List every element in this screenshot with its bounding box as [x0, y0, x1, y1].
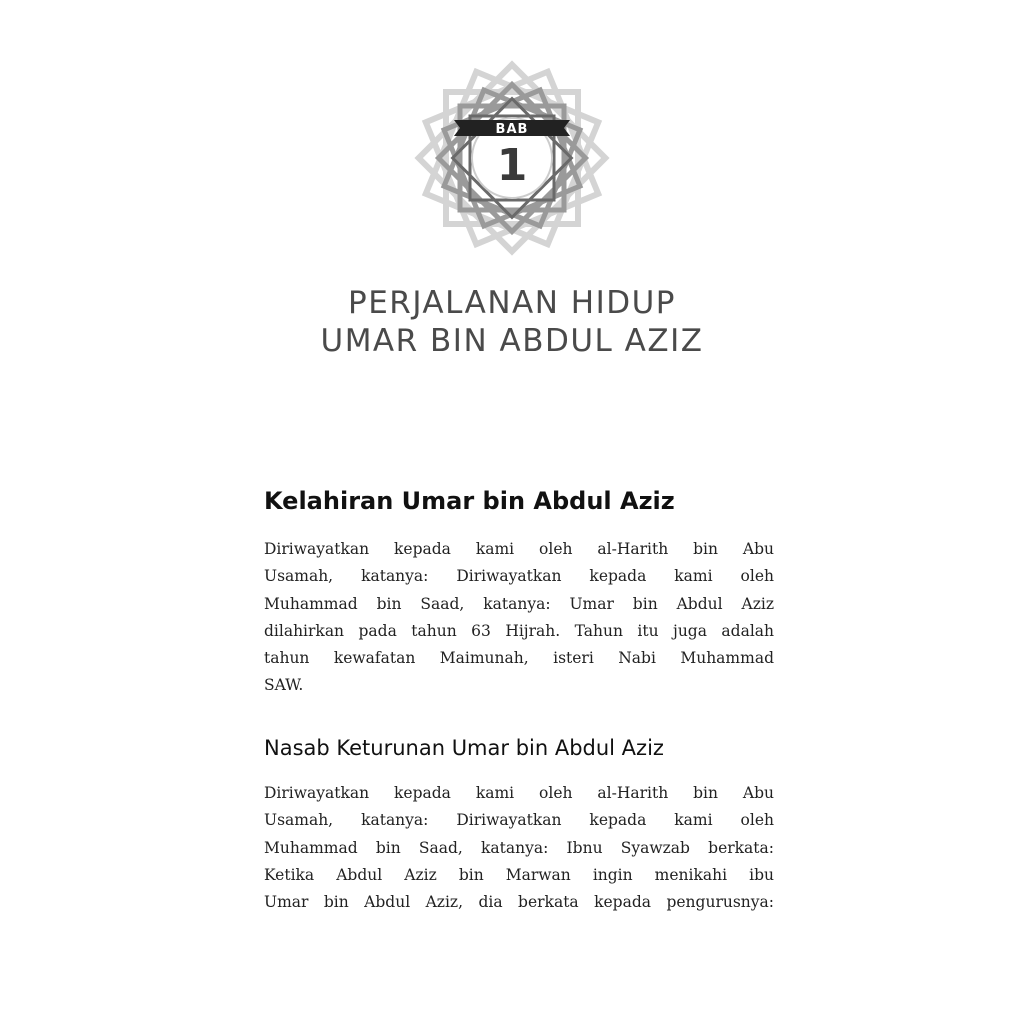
- section-paragraph: [264, 536, 774, 700]
- section-paragraph: [264, 780, 774, 916]
- chapter-number: 1: [496, 140, 528, 191]
- paragraph-line: Umar bin Abdul Aziz, dia berkata kepada pengurusnya:: [264, 893, 774, 912]
- paragraph-line: Ketika Abdul Aziz bin Marwan ingin menikahi ibu: [264, 865, 774, 884]
- paragraph-line: tahun kewafatan Maimunah, isteri Nabi Muhammad: [264, 649, 774, 668]
- paragraph-line: dilahirkan pada tahun 63 Hijrah. Tahun itu juga adalah: [264, 621, 774, 640]
- section-heading: Kelahiran Umar bin Abdul Aziz: [264, 487, 675, 515]
- section-kelahiran: [264, 486, 774, 700]
- paragraph-line: Muhammad bin Saad, katanya: Ibnu Syawzab berkata:: [264, 838, 774, 857]
- chapter-label: BAB: [495, 122, 529, 137]
- paragraph-line: Usamah, katanya: Diriwayatkan kepada kami oleh: [264, 567, 774, 586]
- chapter-title-line: PERJALANAN HIDUP: [348, 285, 676, 321]
- paragraph-line: Usamah, katanya: Diriwayatkan kepada kami oleh: [264, 811, 774, 830]
- paragraph-line: Diriwayatkan kepada kami oleh al-Harith bin Abu: [264, 540, 774, 558]
- chapter-title: [200, 284, 824, 360]
- section-heading: Nasab Keturunan Umar bin Abdul Aziz: [264, 736, 664, 760]
- paragraph-line: SAW.: [264, 676, 304, 695]
- section-nasab: [264, 734, 774, 916]
- chapter-title-line: UMAR BIN ABDUL AZIZ: [320, 323, 704, 359]
- paragraph-line: Diriwayatkan kepada kami oleh al-Harith bin Abu: [264, 784, 774, 802]
- paragraph-line: Muhammad bin Saad, katanya: Umar bin Abdul Aziz: [264, 594, 774, 613]
- chapter-emblem: [414, 60, 610, 256]
